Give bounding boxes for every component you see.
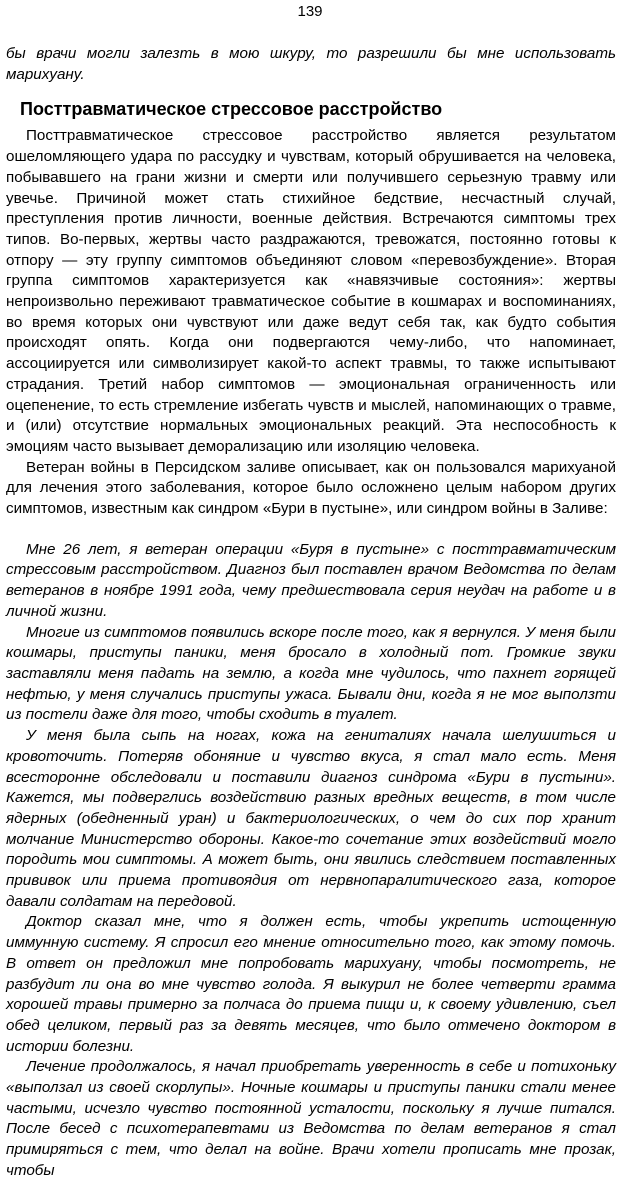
veteran-quote [6,540,616,1182]
page-content [6,44,616,1182]
page-number: 139 [297,3,323,20]
opening-fragment: бы врачи могли залезть в мою шкуру, то разрешили бы мне использовать марихуану. [6,45,616,83]
body-paragraph-1: Посттравматическое стрессовое расстройство является результатом ошеломляющего удара по рассудку и чувствам, который обрушивается на человека, побывавшего на грани жизни и смерти или получившего серьезную травму или увечье. Причиной может стать стихийное бедствие, несчастный случай, преступления против личности, военные действия. Встречаются симптомы трех типов. Во-первых, жертвы часто раздражаются, тревожатся, постоянно готовы к отпору — эту группу симптомов объединяют словом «перевозбуждение». Вторая группа симптомов характеризуется как «навязчивые состояния»: жертвы непроизвольно переживают травматическое событие в кошмарах и воспоминаниях, во время которых они чувствуют или даже ведут себя так, как будто события происходят опять. Когда они подвергаются чему-либо, что напоминает, ассоциируется или символизирует какой-то аспект травмы, то также испытывают страдания. Третий набор симптомов — эмоциональная ограниченность или оцепенение, то есть стремление избегать чувств и мыслей, напоминающих о травме, и (или) отсутствие нормальных эмоциональных реакций. Эта неспособность к эмоциям часто вызывает деморализацию или изоляцию человека. [6,127,616,455]
quote-paragraph-4: Доктор сказал мне, что я должен есть, чтобы укрепить истощенную иммунную систему. Я спросил его мнение относительно того, как этому помочь. В ответ он предложил мне попробовать марихуану, чтобы посмотреть, не разбудит ли она во мне чувство голода. Я выкурил не более четверти грамма хорошей травы примерно за полчаса до приема пищи и, к своему удивлению, съел обед целиком, первый раз за девять месяцев, что было отмечено доктором в истории болезни. [6,913,616,1055]
quote-paragraph-5: Лечение продолжалось, я начал приобретать уверенность в себе и потихоньку «выползал из своей скорлупы». Ночные кошмары и приступы паники стали менее частыми, исчезло чувство постоянной усталости, поскольку я лучше питался. После бесед с психотерапевтами из Ведомства по делам ветеранов я стал примиряться с тем, что делал на войне. Врачи хотели прописать мне прозак, чтобы [6,1058,616,1179]
body-paragraph-2: Ветеран войны в Персидском заливе описывает, как он пользовался марихуаной для лечения этого заболевания, которое было осложнено целым набором других симптомов, известным как синдром «Бури в пустыне», или синдром войны в Заливе: [6,458,616,518]
quote-paragraph-1: Мне 26 лет, я ветеран операции «Буря в пустыне» с посттравматическим стрессовым расстройством. Диагноз был поставлен врачом Ведомства по делам ветеранов в ноябре 1991 года, чему предшествовала серия неудач на работе и в личной жизни. [6,540,616,620]
quote-paragraph-3: У меня была сыпь на ногах, кожа на гениталиях начала шелушиться и кровоточить. Потеряв обоняние и чувство вкуса, я стал мало есть. Меня всесторонне обследовали и поставили диагноз синдрома «Бури в пустыни». Кажется, мы подверглись воздействию разных вредных веществ, в том числе ядерных (обедненный уран) и бактериологических, о чем до сих пор хранит молчание Министерство обороны. Какое-то сочетание этих воздействий могло породить мои симптомы. А может быть, они явились следствием поставленных прививок или приема противоядия от нервнопаралитического газа, которое давали солдатам на передовой. [6,727,616,910]
section-heading: Посттравматическое стрессовое расстройство [20,99,443,120]
quote-paragraph-2: Многие из симптомов появились вскоре после того, как я вернулся. У меня были кошмары, приступы паники, меня бросало в холодный пот. Громкие звуки заставляли меня падать на землю, а когда мне чудилось, что пахнет горящей нефтью, у меня случались приступы ужаса. Бывали дни, когда я не мог выползти из постели даже для того, чтобы сходить в туалет. [6,623,616,724]
